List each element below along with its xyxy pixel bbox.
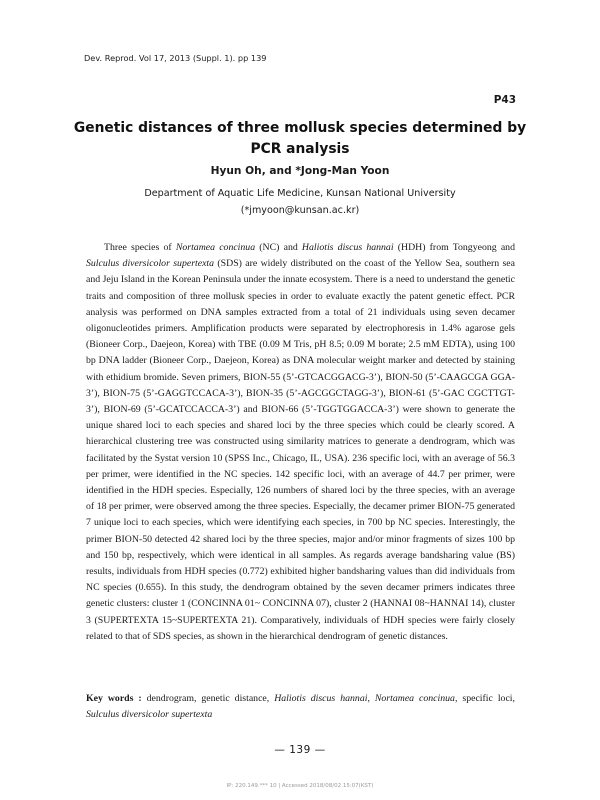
title-line-2: PCR analysis [250,141,350,157]
contact-email: (*jmyoon@kunsan.ac.kr) [240,205,360,216]
keyword-species: Nortamea concinua [374,693,455,704]
page-number: — 139 — [274,744,326,756]
species-name: Sulculus diversicolor supertexta [86,258,215,270]
abstract-text: Three species of [104,242,176,253]
keywords-text: , specific loci, [454,693,515,704]
title-line-1: Genetic distances of three mollusk species determined by [73,120,527,136]
keywords-label: Key words : [86,693,142,704]
keyword-species: Sulculus diversicolor supertexta [86,709,213,721]
species-name: Haliotis discus hannai [301,242,394,253]
abstract-text: (NC) and [255,242,302,253]
keywords-text: , [367,693,375,704]
keywords-text: dendrogram, genetic distance, [141,693,275,704]
keyword-species: Haliotis discus hannai [274,693,368,704]
abstract-text: (SDS) are widely distributed on the coast of the Yellow Sea, southern sea and Jeju Island in the Korean Peninsula under the innate ecosystem. There is a need to understand the genetic traits and composition of three mollusk species in order to evaluate exactly the patent genetic effect. PCR analysis was performed on DNA samples extracted from a total of 21 individuals using seven decamer oligonucleotides primers. Amplification products were separated by electrophoresis in 1.4% agarose gels (Bioneer Corp., Daejeon, Korea) with TBE (0.09 M Tris, pH 8.5; 0.09 M borate; 2.5 mM EDTA), using 100 bp DNA ladder (Bioneer Corp., Daejeon, Korea) as DNA molecular weight marker and detected by staining with ethidium bromide. Seven primers, BION-55 (5’-GTCACGGACG-3’), BION-50 (5’-CAAGCGA GGA-3’), BION-75 (5’-GAGGTCCACA-3’), BION-35 (5’-AGCGGCTAGG-3’), BION-61 (5’-GAC CGCTTGT-3’), BION-69 (5’-GCATCCACCA-3’) and BION-66 (5’-TGGTGGACCA-3’) were shown to generate the unique shared loci to each species and shared loci by the three species which could be clearly scored. A hierarchical clustering tree was constructed using similarity matrices to generate a dendrogram, which was facilitated by the Systat version 10 (SPSS Inc., Chicago, IL, USA). 236 specific loci, with an average of 56.3 per primer, were identified in the NC species. 142 specific loci, with an average of 44.7 per primer, were identified in the HDH species. Especially, 126 numbers of shared loci by the three species, with an average of 18 per primer, were observed among the three species. Especially, the decamer primer BION-75 generated 7 unique loci to each species, which were identifying each species, in 700 bp NC species. Interestingly, the primer BION-50 detected 42 shared loci by the three species, major and/or minor fragments of sizes 100 bp and 150 bp, respectively, which were identical in all samples. As regards average bandsharing value (BS) results, individuals from HDH species (0.772) exhibited higher bandsharing values than did individuals from NC species (0.655). In this study, the dendrogram obtained by the seven decamer primers indicates three genetic clusters: cluster 1 (CONCINNA 01~ CONCINNA 07), cluster 2 (HANNAI 08~HANNAI 14), cluster 3 (SUPERTEXTA 15~SUPERTEXTA 21). Comparatively, individuals of HDH species were fairly closely related to that of SDS species, as shown in the hierarchical dendrogram of genetic distances. [86,258,516,642]
abstract-text: (HDH) from Tongyeong and [393,242,515,253]
species-name: Nortamea concinua [175,242,256,253]
poster-id: P43 [493,94,516,106]
paper-title [70,118,530,160]
journal-citation: Dev. Reprod. Vol 17, 2013 (Suppl. 1). pp 139 [84,53,267,63]
keywords [86,691,515,723]
access-watermark: IP: 220.149.*** 10 | Accessed 2018/08/02 15:07(KST) [226,783,374,789]
abstract [86,240,515,645]
affiliation: Department of Aquatic Life Medicine, Kunsan National University [144,188,456,199]
affiliation-block [70,185,530,219]
authors: Hyun Oh, and *Jong-Man Yoon [210,165,390,177]
